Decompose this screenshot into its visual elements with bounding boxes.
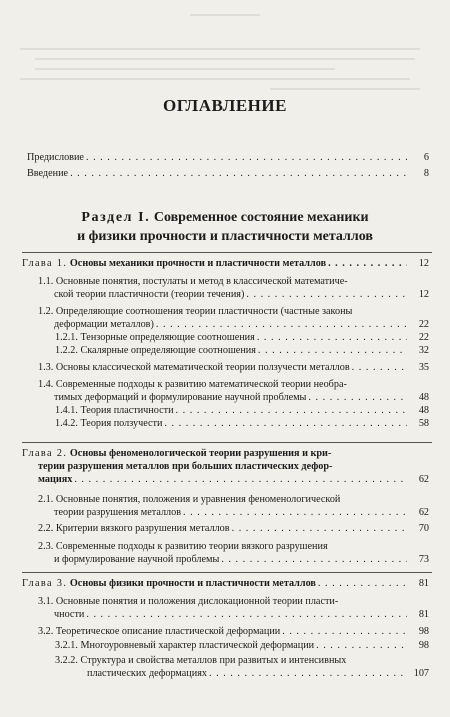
page-number: 48 bbox=[418, 392, 429, 403]
page-number: 81 bbox=[418, 609, 429, 620]
toc-entry-2-2[interactable]: 2.2. Критерии вязкого разрушения металлов . . . 70 bbox=[38, 522, 429, 535]
toc-entry-2-3[interactable]: 2.3. Современные подходы к развитию теории вязкого разрушения и формулирование научной проблемы . . . 73 bbox=[38, 540, 429, 566]
toc-entry-1-2-2[interactable]: 1.2.2. Скалярные определяющие соотношения . . . 32 bbox=[55, 344, 429, 357]
page-number: 35 bbox=[418, 362, 429, 373]
toc-entry-1-3[interactable]: 1.3. Основы классической математической теории ползучести металлов . . . 35 bbox=[38, 361, 429, 374]
page-number: 22 bbox=[418, 332, 429, 343]
toc-entry-introduction[interactable]: Введение . . . 8 bbox=[27, 167, 429, 180]
chapter-divider bbox=[22, 442, 432, 443]
page-number: 58 bbox=[418, 418, 429, 429]
chapter-divider bbox=[22, 252, 432, 253]
toc-entry-1-1[interactable]: 1.1. Основные понятия, постулаты и метод в классической математиче- ской теории пластичности (теории течения) . . . 12 bbox=[38, 275, 429, 301]
page-number: 6 bbox=[423, 152, 429, 163]
page-number: 32 bbox=[418, 345, 429, 356]
toc-entry-1-4-1[interactable]: 1.4.1. Теория пластичности . . . 48 bbox=[55, 404, 429, 417]
toc-entry-preface[interactable]: Предисловие . . . 6 bbox=[27, 151, 429, 164]
page-number: 62 bbox=[418, 474, 429, 485]
page-number: 12 bbox=[418, 258, 429, 269]
page-number: 107 bbox=[413, 668, 429, 679]
page-number: 8 bbox=[423, 168, 429, 179]
page-number: 70 bbox=[418, 523, 429, 534]
toc-entry-1-4[interactable]: 1.4. Современные подходы к развитию математической теории необра- тимых деформаций и формулирование научной проблемы . . . 48 bbox=[38, 378, 429, 404]
page-number: 73 bbox=[418, 554, 429, 565]
toc-entry-1-2[interactable]: 1.2. Определяющие соотношения теории пластичности (частные законы деформации металлов) . . . 22 bbox=[38, 305, 429, 331]
toc-entry-1-4-2[interactable]: 1.4.2. Теория ползучести . . . 58 bbox=[55, 417, 429, 430]
section-title: Раздел I. Современное состояние механики и физики прочности и пластичности металлов bbox=[77, 210, 373, 244]
toc-entry-1-2-1[interactable]: 1.2.1. Тензорные определяющие соотношения . . . 22 bbox=[55, 331, 429, 344]
page-number: 98 bbox=[418, 640, 429, 651]
page-number: 81 bbox=[418, 578, 429, 589]
toc-entry-3-1[interactable]: 3.1. Основные понятия и положения дислокационной теории пласти- чности . . . 81 bbox=[38, 595, 429, 621]
page-number: 22 bbox=[418, 319, 429, 330]
toc-entry-2-1[interactable]: 2.1. Основные понятия, положения и уравнения феноменологической теории разрушения металлов . . . 62 bbox=[38, 493, 429, 519]
chapter-divider bbox=[22, 572, 432, 573]
toc-chapter-2[interactable]: Глава 2. Основы феноменологической теории разрушения и кри- терии разрушения металлов при больших пластических дефор- мациях . . . 62 bbox=[22, 447, 429, 486]
toc-title: ОГЛАВЛЕНИЕ bbox=[163, 96, 287, 115]
page-number: 12 bbox=[418, 289, 429, 300]
page-number: 98 bbox=[418, 626, 429, 637]
toc-chapter-3[interactable]: Глава 3. Основы физики прочности и пластичности металлов . . . 81 bbox=[22, 577, 429, 590]
page-bleed-through bbox=[0, 0, 450, 100]
page-number: 48 bbox=[418, 405, 429, 416]
toc-entry-3-2-1[interactable]: 3.2.1. Многоуровневый характер пластической деформации . . . 98 bbox=[55, 639, 429, 652]
page-number: 62 bbox=[418, 507, 429, 518]
toc-chapter-1[interactable]: Глава 1. Основы механики прочности и пластичности металлов . . . 12 bbox=[22, 257, 429, 270]
toc-entry-3-2[interactable]: 3.2. Теоретическое описание пластической деформации . . . 98 bbox=[38, 625, 429, 638]
toc-entry-3-2-2[interactable]: 3.2.2. Структура и свойства металлов при развитых и интенсивных пластических деформациях . . . 107 bbox=[55, 654, 429, 680]
